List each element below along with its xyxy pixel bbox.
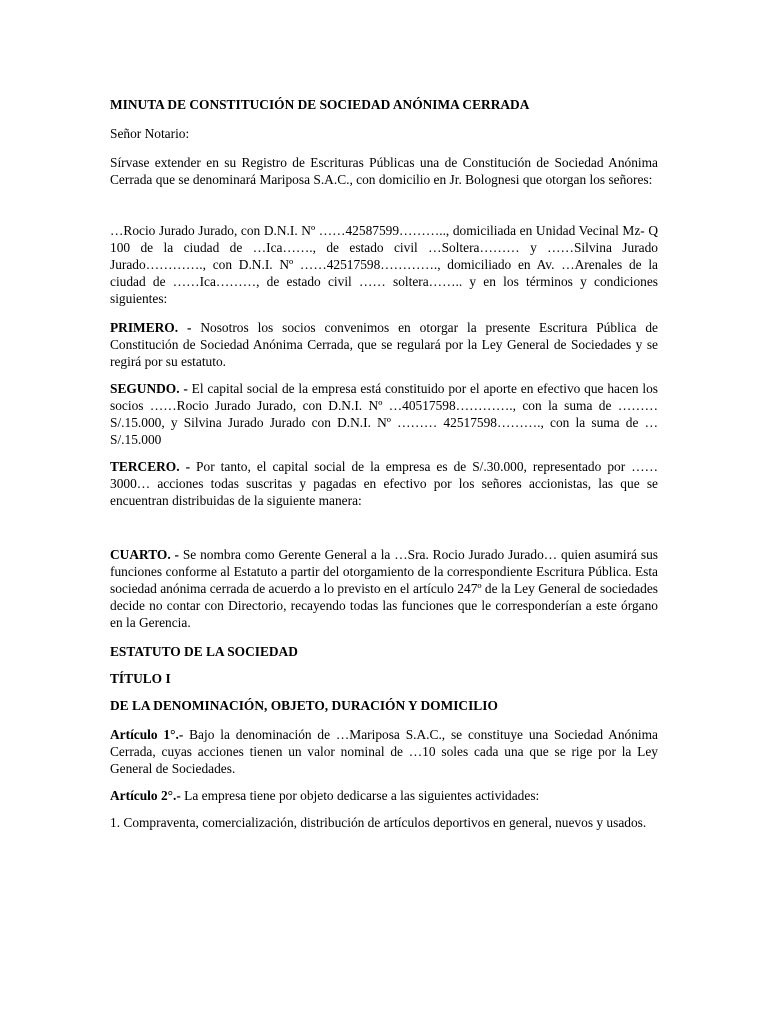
clause-primero-text: Nosotros los socios convenimos en otorgar la presente Escritura Pública de Constitución de Sociedad Anónima Cerrada, que se regulará por la Ley General de Sociedades y se regirá por su estatuto. [110,320,658,369]
clause-primero [110,319,658,370]
document-title: MINUTA DE CONSTITUCIÓN DE SOCIEDAD ANÓNIMA CERRADA [110,97,530,112]
clause-cuarto-text: Se nombra como Gerente General a la …Sra. Rocio Jurado Jurado… quien asumirá sus funciones conforme al Estatuto a partir del otorgamiento de la correspondiente Escritura Pública. Esta sociedad anónima cerrada de acuerdo a lo previsto en el artículo 247º de la Ley General de sociedades decide no contar con Directorio, recayendo todas las funciones que le corresponderían a este órgano en la Gerencia. [110,547,658,630]
article-2-text: La empresa tiene por objeto dedicarse a las siguientes actividades: [180,788,540,803]
article-1-label: Artículo 1°.- [110,727,184,742]
clause-tercero [110,458,658,509]
clause-cuarto [110,546,658,631]
clause-tercero-text: Por tanto, el capital social de la empresa es de S/.30.000, representado por ……3000… acciones todas suscritas y pagadas en efectivo por los señores accionistas, las que se encuentran distribuidas de la siguiente manera: [110,459,658,508]
salutation: Señor Notario: [110,126,190,141]
document-page [110,96,658,831]
clause-segundo [110,380,658,448]
intro-paragraph: Sírvase extender en su Registro de Escrituras Públicas una de Constitución de Sociedad Anónima Cerrada que se denominará Mariposa S.A.C., con domicilio en Jr. Bolognesi que otorgan los señores: [110,155,658,187]
article-1 [110,726,658,777]
article-1-text: Bajo la denominación de …Mariposa S.A.C., se constituye una Sociedad Anónima Cerrada, cuyas acciones tienen un valor nominal de …10 soles cada una que se rige por la Ley General de Sociedades. [110,727,658,776]
article-2 [110,787,658,804]
statute-heading: ESTATUTO DE LA SOCIEDAD [110,644,298,659]
clause-segundo-text: El capital social de la empresa está constituido por el aporte en efectivo que hacen los socios ……Rocio Jurado Jurado, con D.N.I. Nº …40517598…………., con la suma de ………S/.15.000, y Silvina Jurado Jurado con D.N.I. Nº ……… 42517598………., con la suma de …S/.15.000 [110,381,658,447]
clause-tercero-label: TERCERO. - [110,459,191,474]
parties-paragraph: …Rocio Jurado Jurado, con D.N.I. Nº ……42587599……….., domiciliada en Unidad Vecinal Mz- Q 100 de la ciudad de …Ica……., de estado civil …Soltera……… y ……Silvina Jurado Jurado…………., con D.N.I. Nº ……42517598…………., domiciliado en Av. …Arenales de la ciudad de ……Ica………, de estado civil …… soltera…….. y en los términos y condiciones siguientes: [110,223,658,306]
clause-primero-label: PRIMERO. - [110,320,192,335]
article-2-label: Artículo 2°.- [110,788,181,803]
clause-segundo-label: SEGUNDO. - [110,381,188,396]
title-one-heading: TÍTULO I [110,671,171,686]
section-heading: DE LA DENOMINACIÓN, OBJETO, DURACIÓN Y DOMICILIO [110,698,498,713]
clause-cuarto-label: CUARTO. - [110,547,179,562]
activity-item-1: 1. Compraventa, comercialización, distribución de artículos deportivos en general, nuevos y usados. [110,815,647,830]
